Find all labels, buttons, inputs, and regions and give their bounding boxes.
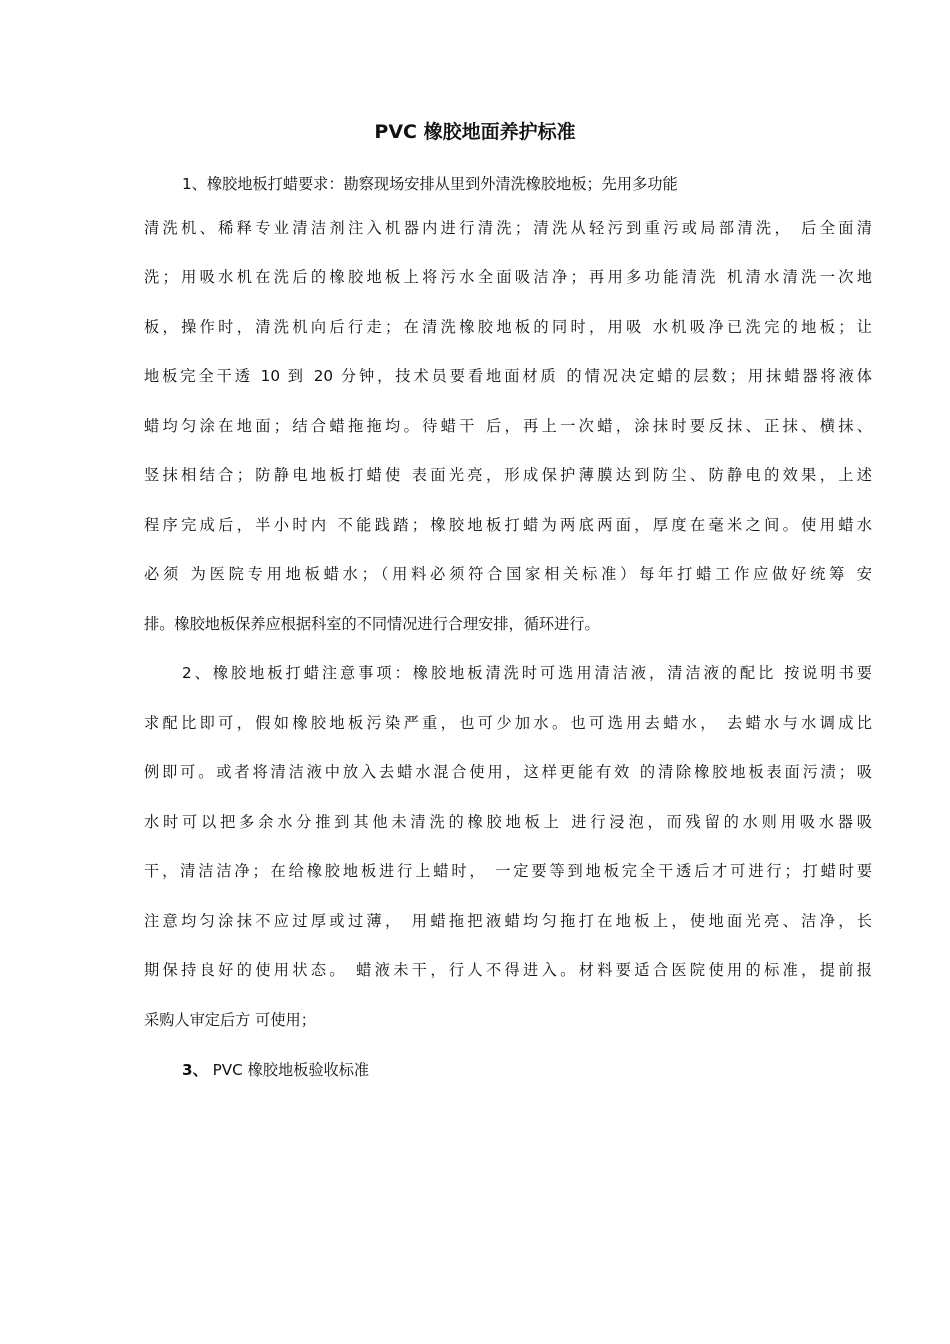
section2-line-2: 求配比即可，假如橡胶地板污染严重，也可少加水。也可选用去蜡水， 去蜡水与水调成比: [144, 714, 872, 732]
section1-line-3: 洗；用吸水机在洗后的橡胶地板上将污水全面吸洁净；再用多功能清洗 机清水清洗一次地: [144, 268, 872, 286]
section2-line-5: 干，清洁洁净；在给橡胶地板进行上蜡时， 一定要等到地板完全干透后才可进行；打蜡时要: [144, 862, 872, 880]
section2-line-6: 注意均匀涂抹不应过厚或过薄， 用蜡拖把液蜡均匀拖打在地板上，使地面光亮、洁净，长: [144, 912, 872, 930]
section3-heading-text: PVC 橡胶地板验收标准: [212, 1061, 370, 1079]
section2-line-7: 期保持良好的使用状态。 蜡液未干，行人不得进入。材料要适合医院使用的标准，提前报: [144, 961, 872, 979]
section1-line-4: 板，操作时，清洗机向后行走；在清洗橡胶地板的同时，用吸 水机吸净已洗完的地板；让: [144, 318, 872, 336]
section2-line-8: 采购人审定后方 可使用；: [144, 1011, 316, 1029]
section1-line-5: 地板完全干透 10 到 20 分钟，技术员要看地面材质 的情况决定蜡的层数；用抹蜡器将液体: [144, 367, 872, 385]
section3-heading: [182, 1058, 872, 1082]
section2-line-1: 2、橡胶地板打蜡注意事项：橡胶地板清洗时可选用清洁液，清洁液的配比 按说明书要: [182, 664, 872, 682]
section2-line-3: 例即可。或者将清洁液中放入去蜡水混合使用，这样更能有效 的清除橡胶地板表面污渍；吸: [144, 763, 872, 781]
section1-line-2: 清洗机、稀释专业清洁剂注入机器内进行清洗；清洗从轻污到重污或局部清洗， 后全面清: [144, 219, 872, 237]
document-title: PVC 橡胶地面养护标准: [374, 121, 576, 143]
section1-line-8: 程序完成后，半小时内 不能践踏；橡胶地板打蜡为两底两面，厚度在毫米之间。使用蜡水: [144, 516, 872, 534]
section1-line-6: 蜡均匀涂在地面；结合蜡拖拖均。待蜡干 后，再上一次蜡，涂抹时要反抹、正抹、横抹、: [144, 417, 872, 435]
section2-line-4: 水时可以把多余水分推到其他未清洗的橡胶地板上 进行浸泡，而残留的水则用吸水器吸: [144, 813, 872, 831]
section3-heading-number: 3、: [182, 1061, 208, 1079]
section1-line-9: 必须 为医院专用地板蜡水；（用料必须符合国家相关标准）每年打蜡工作应做好统筹 安: [144, 565, 872, 583]
section1-line-7: 竖抹相结合；防静电地板打蜡使 表面光亮，形成保护薄膜达到防尘、防静电的效果，上述: [144, 466, 872, 484]
section1-line-1: 1、橡胶地板打蜡要求：勘察现场安排从里到外清洗橡胶地板；先用多功能: [182, 175, 678, 193]
section1-line-10: 排。橡胶地板保养应根据科室的不同情况进行合理安排，循环进行。: [144, 615, 600, 633]
